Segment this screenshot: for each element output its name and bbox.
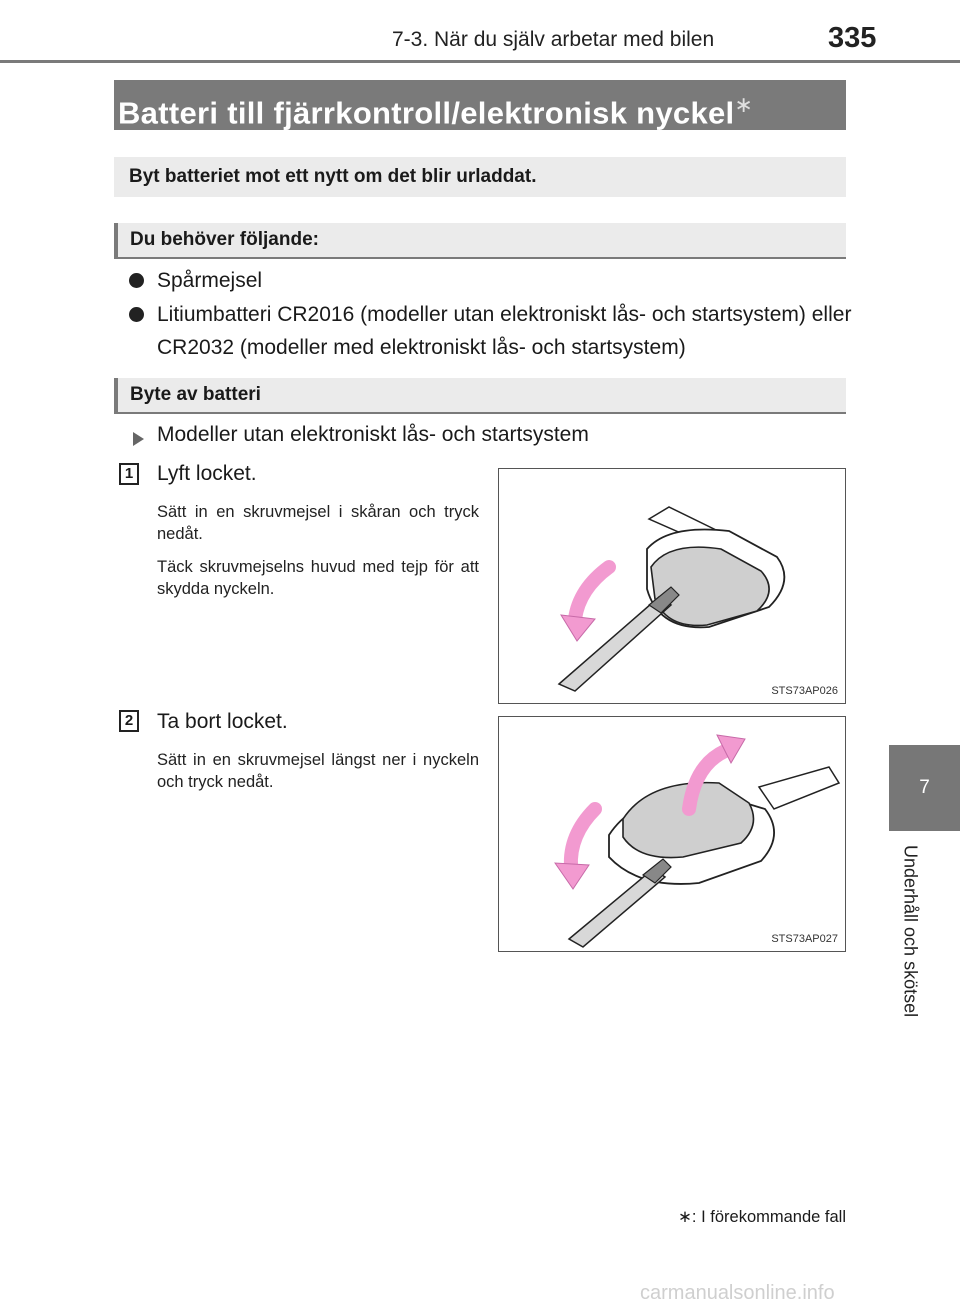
figure-lift-cover: [498, 468, 846, 704]
key-illustration-1: [499, 469, 845, 703]
model-subheading: Modeller utan elektroniskt lås- och startsystem: [157, 423, 589, 446]
step-note: Täck skruvmejselns huvud med tejp för att skydda nyckeln.: [157, 558, 479, 598]
list-item-text: Litiumbatteri CR2016 (modeller utan elektroniskt lås- och startsystem) eller CR2032 (modeller med elektroniskt lås- och startsystem): [157, 303, 852, 359]
list-item-text: Spårmejsel: [157, 269, 263, 292]
asterisk-icon: ∗: [734, 92, 754, 117]
triangle-pointer-icon: [133, 432, 144, 446]
page-title: [114, 80, 846, 130]
figure-code: STS73AP027: [771, 933, 838, 945]
watermark: carmanualsonline.info: [640, 1282, 835, 1304]
page-title-text: Batteri till fjärrkontroll/elektronisk nyckel: [118, 95, 735, 131]
step-number-1: 1: [119, 463, 139, 485]
step-note: Sätt in en skruvmejsel i skåran och tryck nedåt.: [157, 503, 479, 543]
chapter-label-text: Underhåll och skötsel: [900, 845, 921, 1018]
chapter-tab: 7: [889, 745, 960, 831]
bullet-dot-icon: [129, 273, 144, 288]
step-number-2: 2: [119, 710, 139, 732]
needed-heading: Du behöver följande:: [114, 223, 846, 259]
header-rule: [0, 60, 960, 63]
bullet-dot-icon: [129, 307, 144, 322]
step-title-2: Ta bort locket.: [157, 710, 288, 733]
figure-code: STS73AP026: [771, 685, 838, 697]
header-section-title: 7-3. När du själv arbetar med bilen: [392, 28, 715, 51]
key-illustration-2: [499, 717, 845, 951]
lead-text: Byt batteriet mot ett nytt om det blir urladdat.: [114, 157, 846, 197]
figure-remove-cover: [498, 716, 846, 952]
footnote: ∗: I förekommande fall: [678, 1208, 846, 1226]
chapter-label: [880, 845, 940, 1035]
step-note: Sätt in en skruvmejsel längst ner i nyckeln och tryck nedåt.: [157, 751, 479, 791]
page-number: 335: [828, 22, 877, 54]
replace-heading: Byte av batteri: [114, 378, 846, 414]
step-title-1: Lyft locket.: [157, 462, 257, 485]
